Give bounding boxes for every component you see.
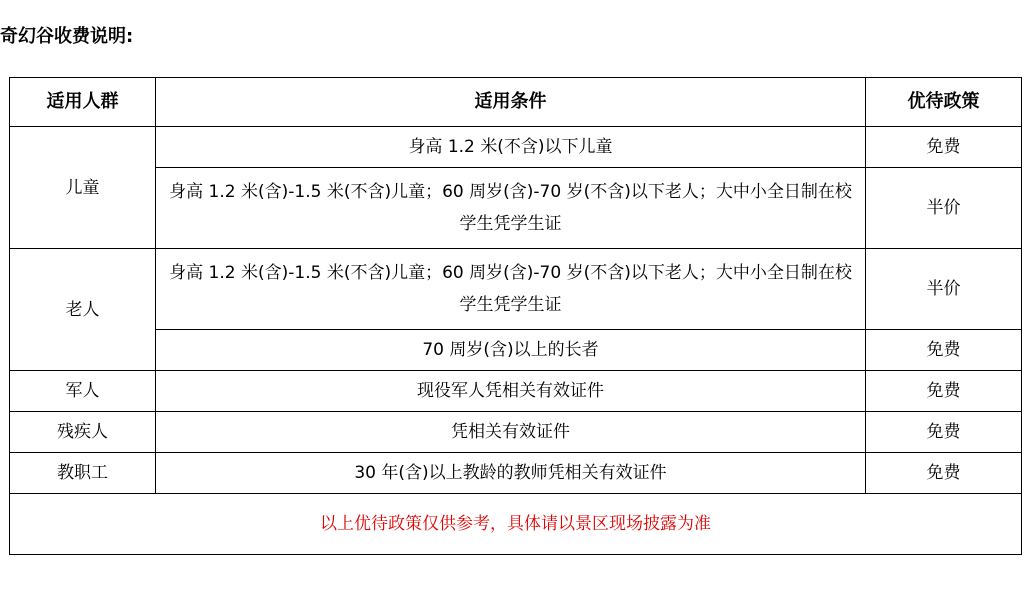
policy-cell: 免费	[866, 412, 1022, 453]
header-policy: 优待政策	[866, 78, 1022, 127]
condition-cell: 现役军人凭相关有效证件	[156, 371, 866, 412]
table-row	[10, 168, 1022, 249]
header-group: 适用人群	[10, 78, 156, 127]
table-row	[10, 127, 1022, 168]
policy-cell: 半价	[866, 249, 1022, 330]
table-header-row	[10, 78, 1022, 127]
table-row	[10, 412, 1022, 453]
table-row	[10, 371, 1022, 412]
header-condition: 适用条件	[156, 78, 866, 127]
group-cell: 老人	[10, 249, 156, 371]
fee-table	[9, 77, 1022, 555]
policy-cell: 免费	[866, 127, 1022, 168]
policy-cell: 免费	[866, 330, 1022, 371]
group-cell: 军人	[10, 371, 156, 412]
policy-cell: 免费	[866, 453, 1022, 494]
condition-cell: 70 周岁(含)以上的长者	[156, 330, 866, 371]
page-title: 奇幻谷收费说明:	[0, 26, 134, 47]
condition-cell: 身高 1.2 米(含)-1.5 米(不含)儿童；60 周岁(含)-70 岁(不含)以下老人；大中小全日制在校学生凭学生证	[156, 249, 866, 330]
condition-cell: 身高 1.2 米(含)-1.5 米(不含)儿童；60 周岁(含)-70 岁(不含)以下老人；大中小全日制在校学生凭学生证	[156, 168, 866, 249]
disclaimer-note: 以上优待政策仅供参考，具体请以景区现场披露为准	[10, 494, 1022, 555]
group-cell: 残疾人	[10, 412, 156, 453]
group-cell: 教职工	[10, 453, 156, 494]
table-note-row	[10, 494, 1022, 555]
condition-cell: 凭相关有效证件	[156, 412, 866, 453]
condition-cell: 身高 1.2 米(不含)以下儿童	[156, 127, 866, 168]
condition-cell: 30 年(含)以上教龄的教师凭相关有效证件	[156, 453, 866, 494]
policy-cell: 免费	[866, 371, 1022, 412]
table-row	[10, 249, 1022, 330]
table-row	[10, 453, 1022, 494]
group-cell: 儿童	[10, 127, 156, 249]
policy-cell: 半价	[866, 168, 1022, 249]
table-row	[10, 330, 1022, 371]
